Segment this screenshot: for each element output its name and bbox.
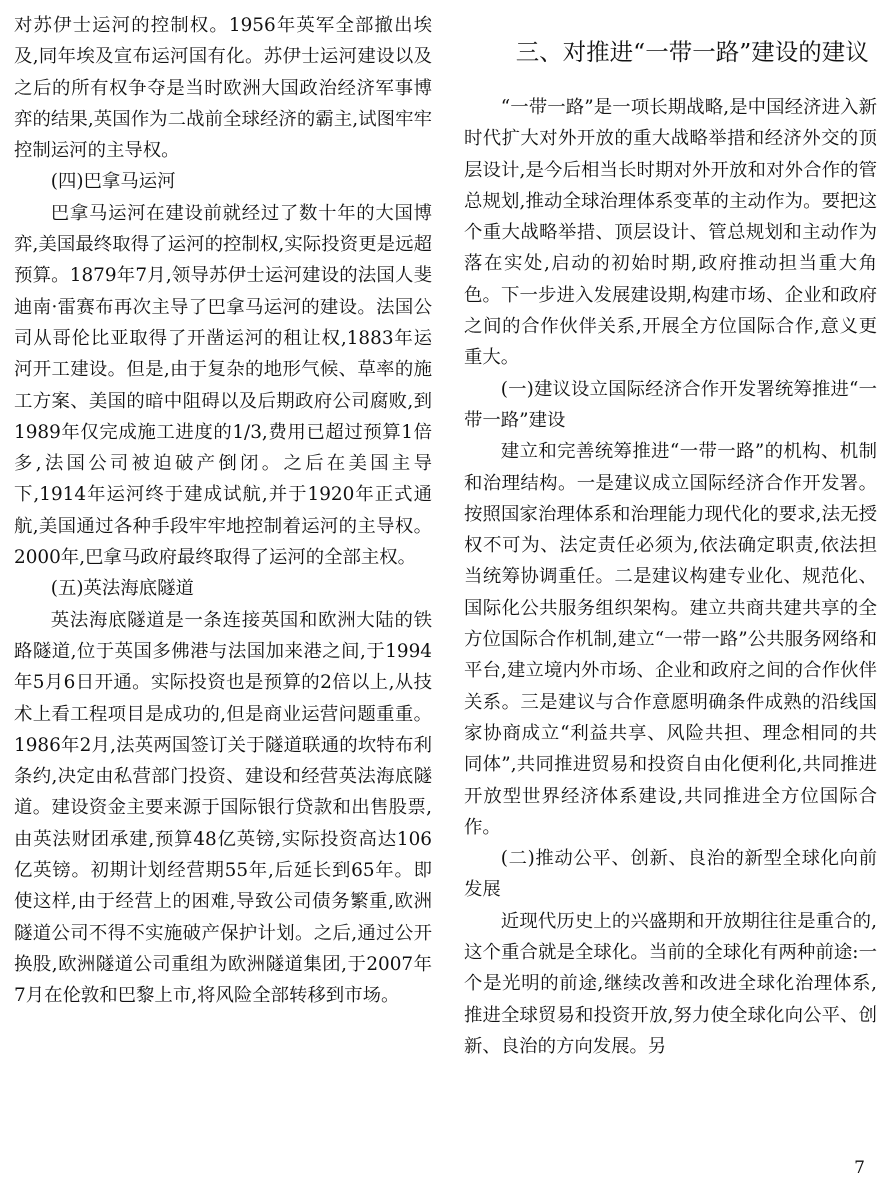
page-number: 7: [854, 1158, 865, 1178]
subheading-panama-canal: (四)巴拿马运河: [50, 171, 176, 193]
left-column: [14, 10, 432, 1012]
paragraph-belt-road-intro: “一带一路”是一项长期战略,是中国经济进入新时代扩大对外开放的重大战略举措和经济外交的顶层设计,是今后相当长时期对外开放和对外合作的管总规划,推动全球治理体系变革的主动作为。要把这个重大战略举措、顶层设计、管总规划和主动作为落在实处,启动的初始时期,政府推动担当重大角色。下一步进入发展建设期,构建市场、企业和政府之间的合作伙伴关系,开展全方位国际合作,意义更重大。: [464, 97, 877, 369]
paragraph-suez-continued: 对苏伊士运河的控制权。1956年英军全部撤出埃及,同年埃及宣布运河国有化。苏伊士运河建设以及之后的所有权争夺是当时欧洲大国政治经济军事博弈的结果,英国作为二战前全球经济的霸主,试图牢牢控制运河的主导权。: [14, 15, 432, 162]
subheading-cooperation-agency: (一)建议设立国际经济合作开发署统筹推进“一带一路”建设: [464, 378, 877, 431]
paragraph-channel-tunnel: 英法海底隧道是一条连接英国和欧洲大陆的铁路隧道,位于英国多佛港与法国加来港之间,于1994年5月6日开通。实际投资也是预算的2倍以上,从技术上看工程项目是成功的,但是商业运营问题重重。1986年2月,法英两国签订关于隧道联通的坎特布利条约,决定由私营部门投资、建设和经营英法海底隧道。建设资金主要来源于国际银行贷款和出售股票,由英法财团承建,预算48亿英镑,实际投资高达106亿英镑。初期计划经营期55年,后延长到65年。即使这样,由于经营上的困难,导致公司债务繁重,欧洲隧道公司不得不实施破产保护计划。之后,通过公开换股,欧洲隧道公司重组为欧洲隧道集团,于2007年7月在伦敦和巴黎上市,将风险全部转移到市场。: [14, 609, 432, 1007]
paragraph-cooperation-agency: 建立和完善统筹推进“一带一路”的机构、机制和治理结构。一是建议成立国际经济合作开发署。按照国家治理体系和治理能力现代化的要求,法无授权不可为、法定责任必须为,依法确定职责,依法担当统筹协调重任。二是建议构建专业化、规范化、国际化公共服务组织架构。建立共商共建共享的全方位国际合作机制,建立“一带一路”公共服务网络和平台,建立境内外市场、企业和政府之间的合作伙伴关系。三是建议与合作意愿明确条件成熟的沿线国家协商成立“利益共享、风险共担、理念相同的共同体”,共同推进贸易和投资自由化便利化,共同推进开放型世界经济体系建设,共同推进全方位国际合作。: [464, 441, 877, 838]
section-title: 三、对推进“一带一路”建设的建议: [515, 38, 869, 66]
subheading-channel-tunnel: (五)英法海底隧道: [50, 578, 194, 600]
paragraph-panama-canal: 巴拿马运河在建设前就经过了数十年的大国博弈,美国最终取得了运河的控制权,实际投资更是远超预算。1879年7月,领导苏伊士运河建设的法国人斐迪南·雷赛布再次主导了巴拿马运河的建设。法国公司从哥伦比亚取得了开凿运河的租让权,1883年运河开工建设。但是,由于复杂的地形气候、草率的施工方案、美国的暗中阻碍以及后期政府公司腐败,到1989年仅完成施工进度的1/3,费用已超过预算1倍多,法国公司被迫破产倒闭。之后在美国主导下,1914年运河终于建成试航,并于1920年正式通航,美国通过各种手段牢牢地控制着运河的主导权。2000年,巴拿马政府最终取得了运河的全部主权。: [14, 202, 432, 569]
paragraph-new-globalization: 近现代历史上的兴盛期和开放期往往是重合的,这个重合就是全球化。当前的全球化有两种前途:一个是光明的前途,继续改善和改进全球化治理体系,推进全球贸易和投资开放,努力使全球化向公平、创新、良治的方向发展。另: [464, 910, 877, 1057]
subheading-new-globalization: (二)推动公平、创新、良治的新型全球化向前发展: [464, 848, 877, 901]
right-column: [464, 10, 877, 1062]
